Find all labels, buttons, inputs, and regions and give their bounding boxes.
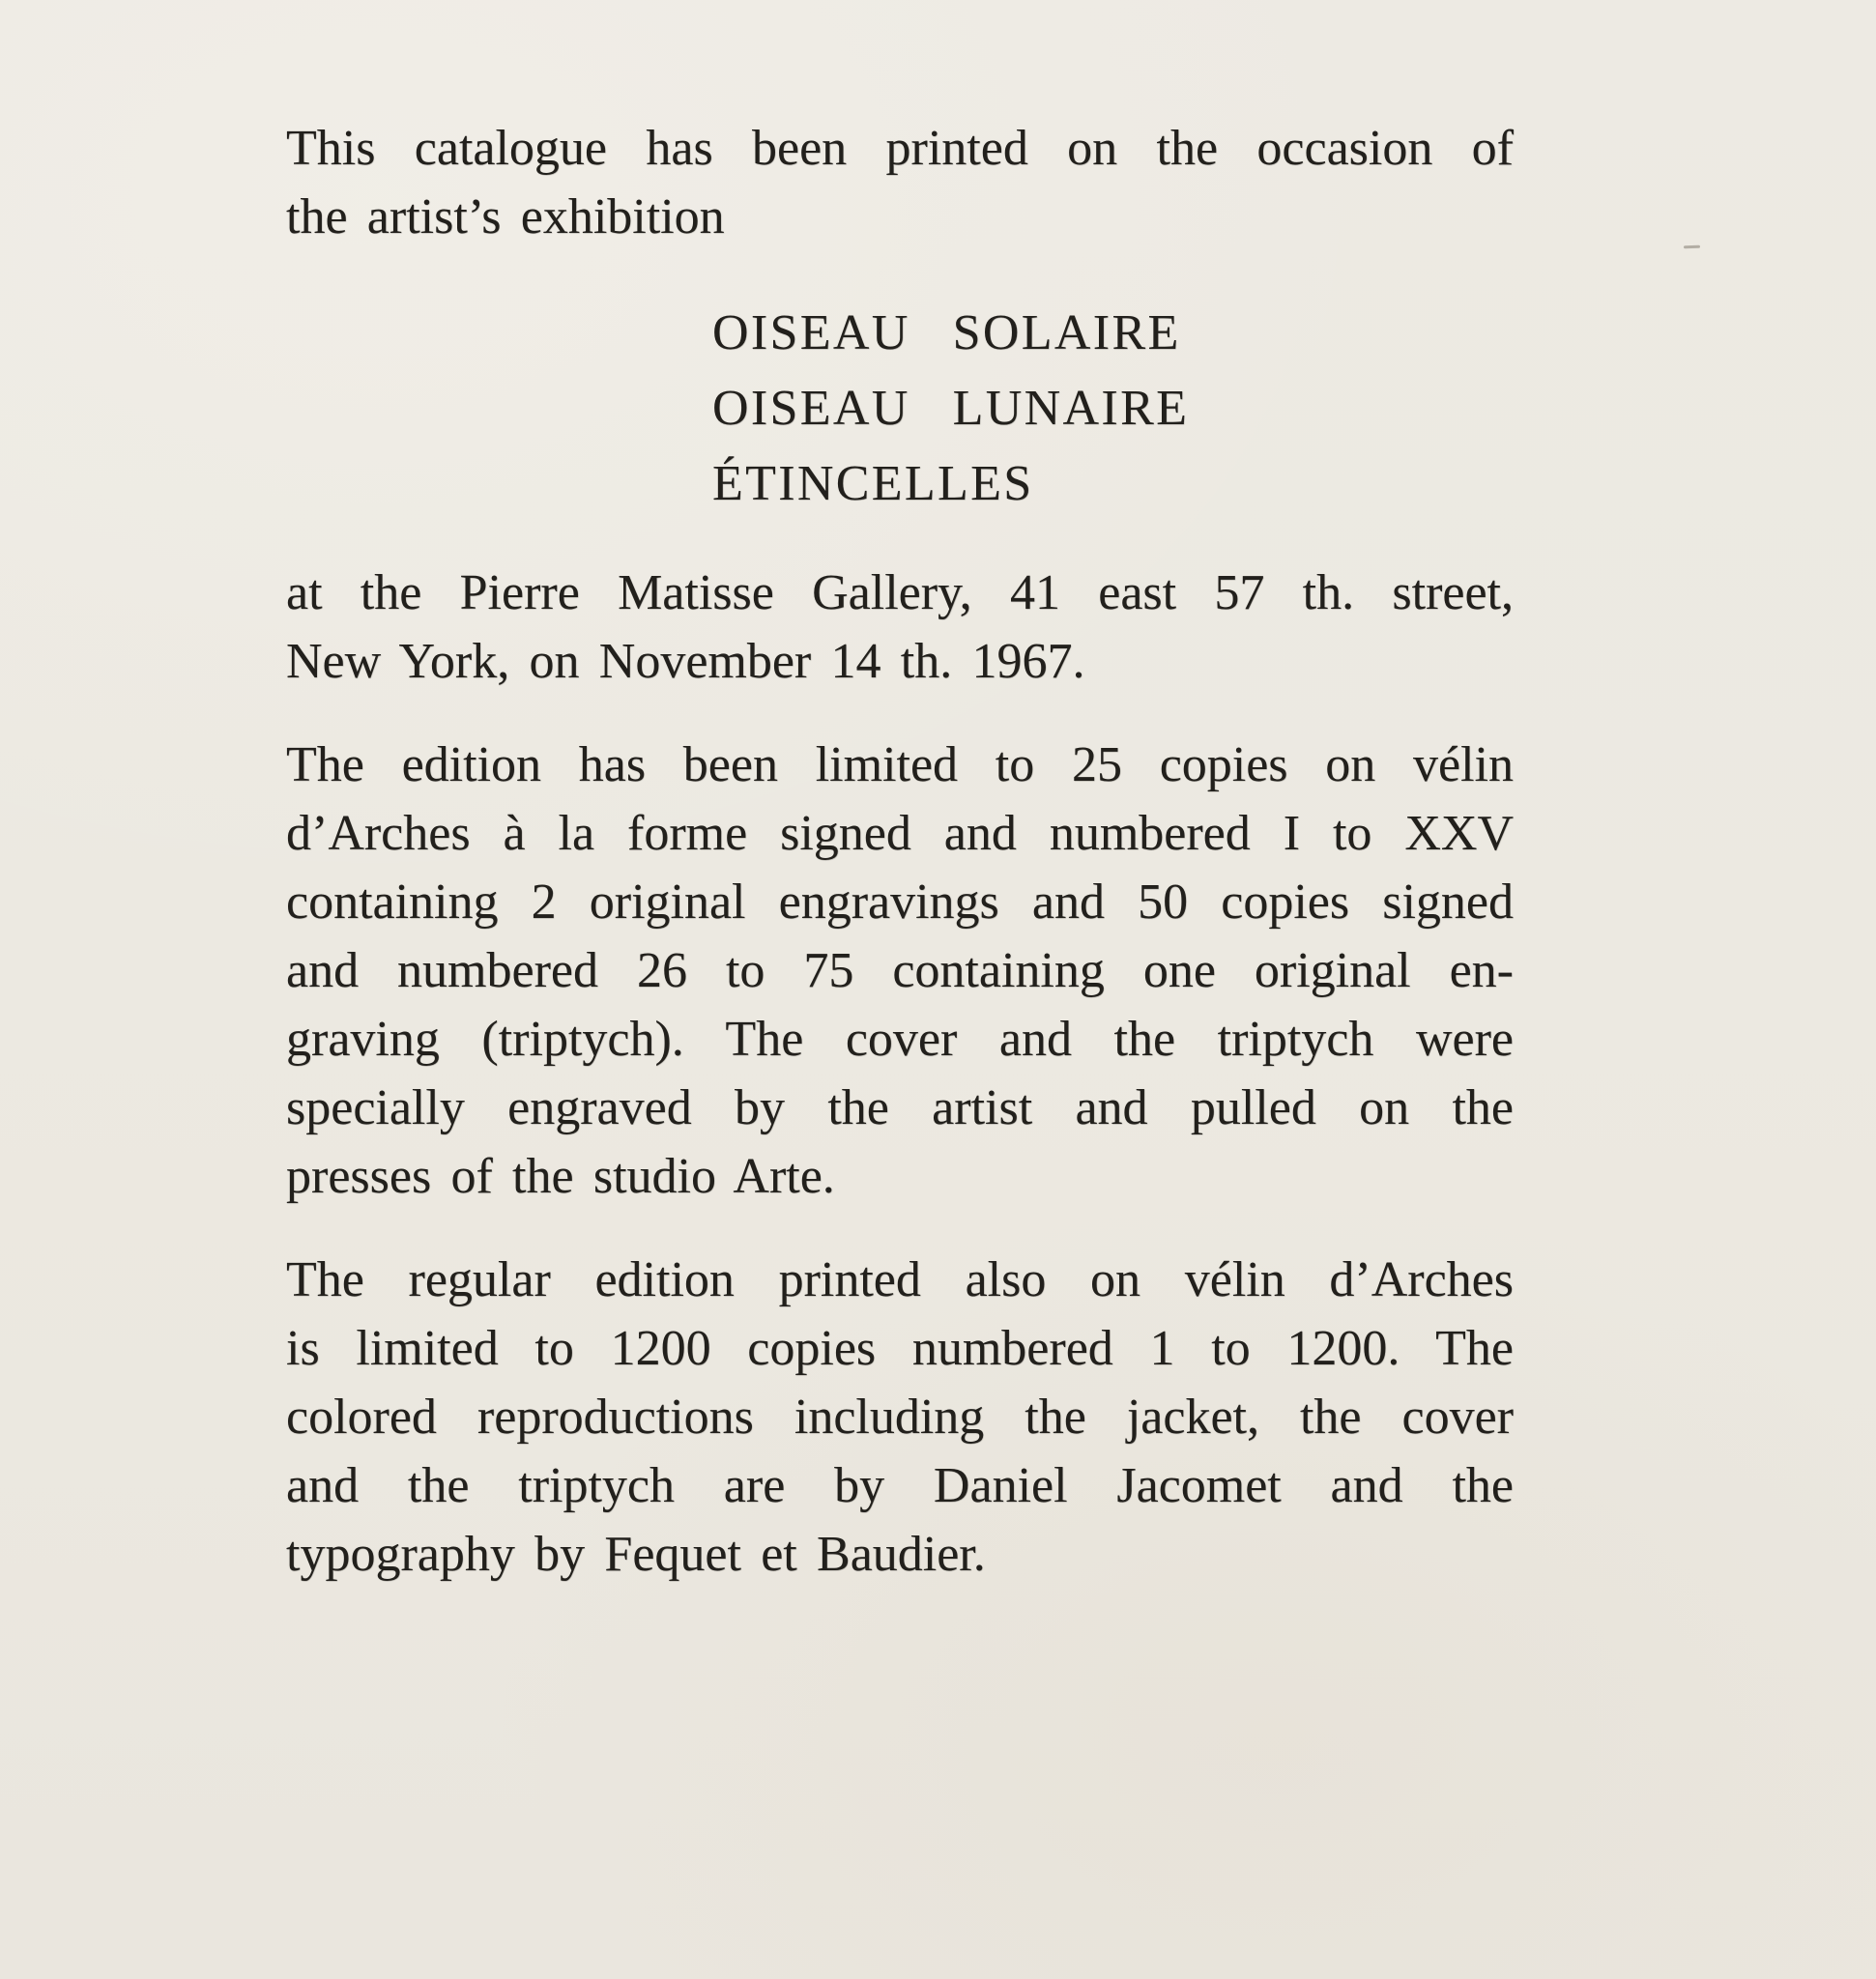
text-line: presses of the studio Arte. <box>286 1149 835 1204</box>
exhibition-title-etincelles: ÉTINCELLES <box>712 456 1034 511</box>
text-line: New York, on November 14 th. 1967. <box>286 634 1085 689</box>
text-line: and the triptych are by Daniel Jacomet and the <box>286 1458 1514 1513</box>
deluxe-edition-paragraph <box>286 731 1514 1211</box>
text-line: containing 2 original engravings and 50 copies signed <box>286 875 1514 930</box>
text-line: d’Arches à la forme signed and numbered I to XXV <box>286 806 1514 861</box>
colophon-text-block <box>286 114 1514 1589</box>
text-line: The regular edition printed also on vélin d’Arches <box>286 1252 1514 1307</box>
exhibition-title-block <box>286 296 1514 522</box>
text-line: graving (triptych). The cover and the triptych were <box>286 1012 1514 1067</box>
text-line: typography by Fequet et Baudier. <box>286 1527 986 1582</box>
text-line: at the Pierre Matisse Gallery, 41 east 57 th. street, <box>286 565 1514 620</box>
text-line: specially engraved by the artist and pulled on the <box>286 1080 1514 1135</box>
text-line: colored reproductions including the jacket, the cover <box>286 1390 1514 1445</box>
venue-paragraph <box>286 559 1514 696</box>
scan-artifact-dash <box>1684 245 1700 249</box>
text-line: and numbered 26 to 75 containing one original en- <box>286 943 1514 998</box>
text-line: The edition has been limited to 25 copies on vélin <box>286 737 1514 792</box>
text-line: This catalogue has been printed on the occasion of <box>286 121 1514 176</box>
regular-edition-paragraph <box>286 1246 1514 1589</box>
exhibition-title-oiseau-lunaire: OISEAU LUNAIRE <box>712 381 1190 436</box>
text-line: the artist’s exhibition <box>286 189 725 244</box>
text-line: is limited to 1200 copies numbered 1 to 1200. The <box>286 1321 1514 1376</box>
exhibition-title-oiseau-solaire: OISEAU SOLAIRE <box>712 305 1181 360</box>
intro-paragraph <box>286 114 1514 251</box>
